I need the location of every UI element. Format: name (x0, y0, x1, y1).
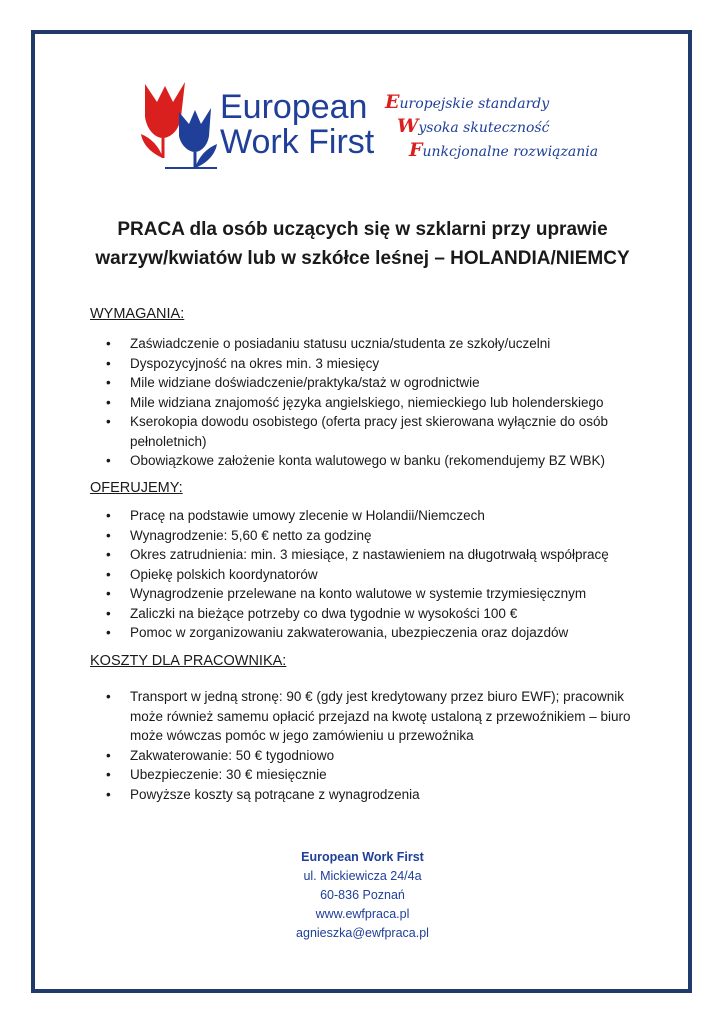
offer-list (90, 506, 650, 643)
list-item: • Wynagrodzenie przelewane na konto walutowe w systemie trzymiesięcznym (106, 586, 587, 601)
costs-list (90, 687, 650, 804)
requirements-heading: WYMAGANIA: (90, 306, 185, 322)
list-item: • Obowiązkowe założenie konta walutowego w banku (rekomendujemy BZ WBK) (106, 453, 605, 468)
list-item: • Powyższe koszty są potrącane z wynagrodzenia (106, 786, 420, 802)
slogan-line-1: Europejskie standardy (385, 91, 550, 113)
job-title (60, 215, 665, 273)
list-item: • Zakwaterowanie: 50 € tygodniowo (106, 747, 335, 763)
list-item: • Pomoc w zorganizowaniu zakwaterowania, ubezpieczenia oraz dojazdów (106, 625, 569, 640)
list-item: • Dyspozycyjność na okres min. 3 miesięcy (106, 355, 380, 371)
list-item: • Zaliczki na bieżące potrzeby co dwa tygodnie w wysokości 100 € (106, 605, 518, 621)
slogan-line-3: Funkcjonalne rozwiązania (409, 139, 599, 161)
list-item: • Mile widziane doświadczenie/praktyka/staż w ogrodnictwie (106, 375, 480, 390)
website-link[interactable]: www.ewfpraca.pl (315, 907, 410, 921)
costs-section (90, 653, 650, 804)
list-item: • Kserokopia dowodu osobistego (oferta pracy jest skierowana wyłącznie do osób pełnoletnich) (106, 414, 609, 449)
offer-heading: OFERUJEMY: (90, 480, 183, 496)
list-item: • Zaświadczenie o posiadaniu statusu ucznia/studenta ze szkoły/uczelni (106, 336, 551, 351)
list-item: • Okres zatrudnienia: min. 3 miesiące, z nastawieniem na długotrwałą współpracę (106, 547, 609, 562)
contact-footer (200, 848, 525, 943)
logo-line-2: Work First (220, 123, 375, 161)
logo-wordmark (220, 90, 374, 160)
list-item: • Pracę na podstawie umowy zlecenie w Holandii/Niemczech (106, 508, 485, 523)
list-item: • Mile widziana znajomość języka angielskiego, niemieckiego lub holenderskiego (106, 394, 604, 410)
logo-line-1: European (220, 88, 368, 126)
list-item: • Ubezpieczenie: 30 € miesięcznie (106, 767, 327, 782)
list-item: • Opiekę polskich koordynatorów (106, 566, 318, 582)
job-title-line-2: warzyw/kwiatów lub w szkółce leśnej – HOLANDIA/NIEMCY (95, 248, 630, 269)
job-title-line-1: PRACA dla osób uczących się w szklarni przy uprawie (117, 219, 608, 240)
list-item: • Transport w jedną stronę: 90 € (gdy jest kredytowany przez biuro EWF); pracownik może również samemu opłacić przejazd na kwotę ustaloną z przewoźnikiem – biuro może wówczas pomóc w jego zamówieniu u przewoźnika (106, 689, 631, 743)
list-item: • Wynagrodzenie: 5,60 € netto za godzinę (106, 527, 372, 543)
slogan-line-2: Wysoka skuteczność (397, 115, 550, 137)
company-name: European Work First (301, 850, 424, 864)
street-address: ul. Mickiewicza 24/4a (303, 869, 422, 883)
email-link[interactable]: agnieszka@ewfpraca.pl (296, 926, 429, 940)
requirements-list (90, 334, 650, 471)
city-address: 60-836 Poznań (320, 888, 405, 902)
company-slogan (385, 91, 598, 163)
requirements-section (90, 306, 650, 471)
offer-section (90, 480, 650, 643)
costs-heading: KOSZTY DLA PRACOWNIKA: (90, 653, 287, 669)
